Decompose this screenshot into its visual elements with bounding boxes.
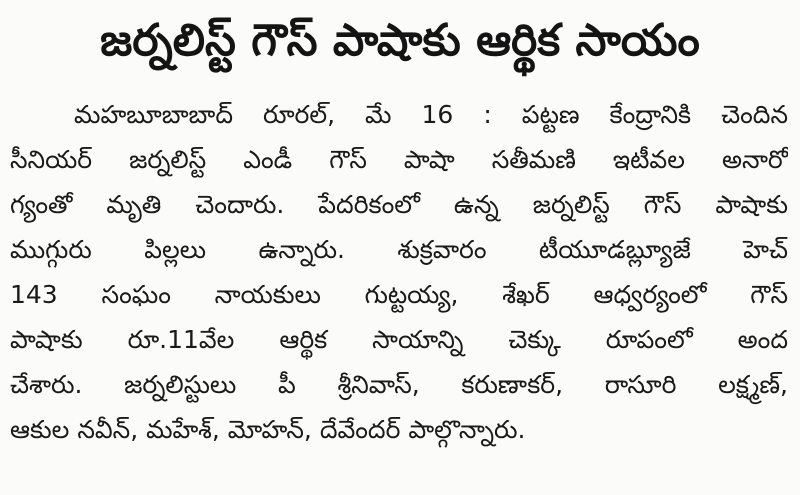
- article-line-2: సీనియర్ జర్నలిస్ట్ ఎండీ గౌస్ పాషా సతీమణి ఇటీవల అనారో: [10, 145, 788, 174]
- article-line-8: ఆకుల నవీన్, మహేశ్, మోహన్, దేవేందర్ పాల్గొన్నారు.: [10, 415, 526, 444]
- article-line-7: చేశారు. జర్నలిస్టులు పీ శ్రీనివాస్, కరుణాకర్, రాసూరి లక్ష్మణ్,: [10, 370, 788, 399]
- article-line-5: 143 సంఘం నాయకులు గుట్టయ్య, శేఖర్ ఆధ్వర్యంలో గౌస్: [10, 280, 788, 309]
- article-headline: జర్నలిస్ట్ గౌస్ పాషాకు ఆర్థిక సాయం: [100, 15, 700, 66]
- article-line-3: గ్యంతో మృతి చెందారు. పేదరికంలో ఉన్న జర్నలిస్ట్ గౌస్ పాషాకు: [10, 190, 788, 219]
- article-body: [10, 92, 788, 452]
- article-line-4: ముగ్గురు పిల్లలు ఉన్నారు. శుక్రవారం టీయూడబ్ల్యూజే హెచ్: [10, 235, 788, 264]
- article-line-1: మహబూబాబాద్ రూరల్, మే 16 : పట్టణ కేంద్రానికి చెందిన: [74, 100, 788, 129]
- article-line-6: పాషాకు రూ.11వేల ఆర్థిక సాయాన్ని చెక్కు రూపంలో అంద: [10, 325, 788, 354]
